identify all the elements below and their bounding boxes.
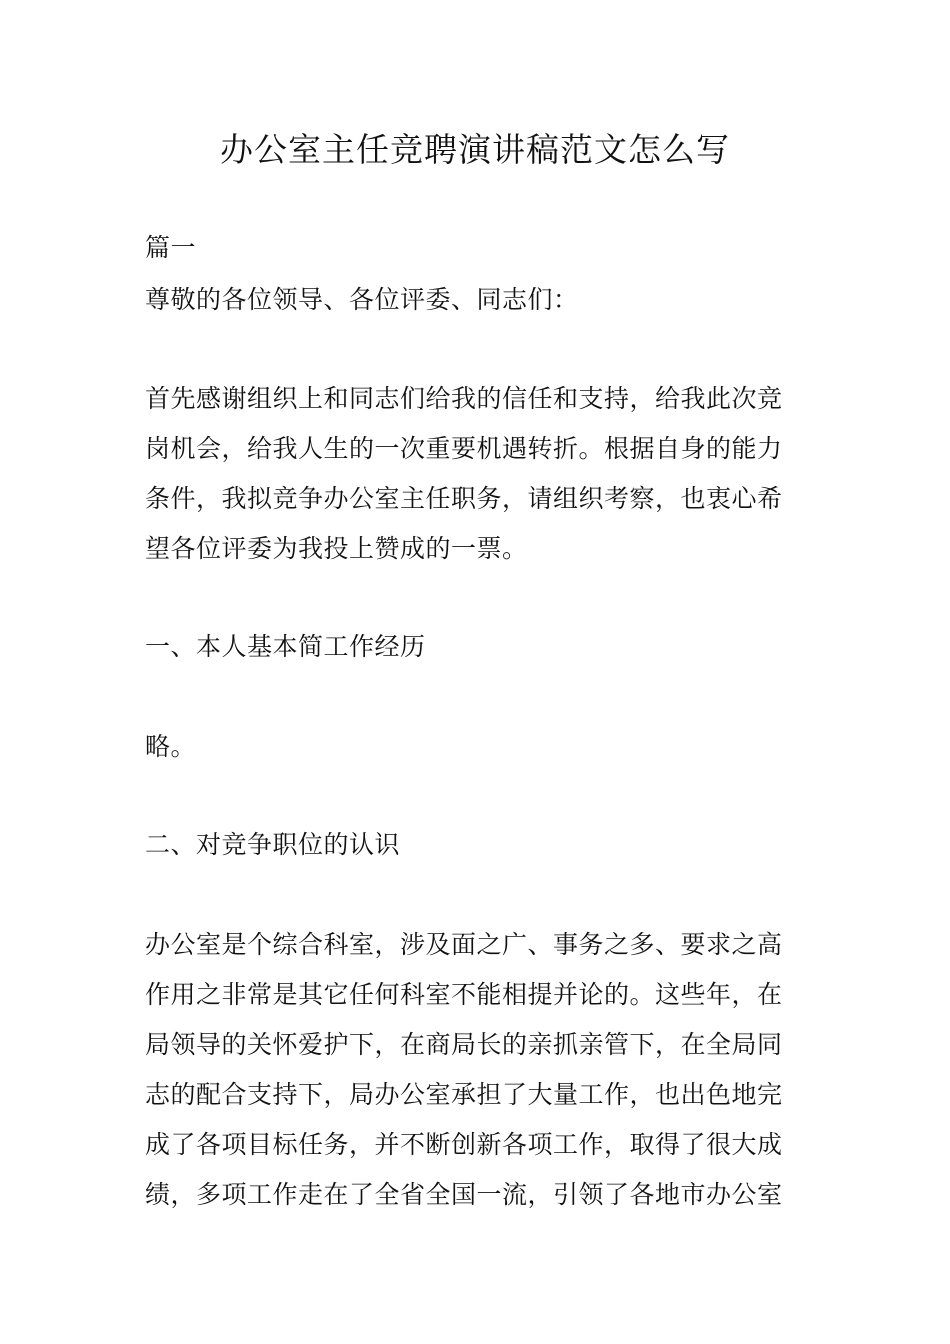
paragraph-line: 志的配合支持下，局办公室承担了大量工作，也出色地完 [145,1080,783,1109]
paragraph-line: 岗机会，给我人生的一次重要机遇转折。根据自身的能力 [145,434,783,463]
brief-text: 略。 [145,732,197,761]
paragraph-line: 作用之非常是其它任何科室不能相提并论的。这些年，在 [145,980,783,1009]
paragraph-line: 绩，多项工作走在了全省全国一流，引领了各地市办公室 [145,1180,783,1209]
salutation: 尊敬的各位领导、各位评委、同志们： [145,285,579,314]
section-heading: 二、对竞争职位的认识 [145,830,401,859]
paragraph-line: 望各位评委为我投上赞成的一票。 [145,534,528,563]
paragraph-line: 首先感谢组织上和同志们给我的信任和支持，给我此次竞 [145,384,783,413]
section-heading: 一、本人基本简工作经历 [145,632,426,661]
paragraph-line: 条件，我拟竞争办公室主任职务，请组织考察，也衷心希 [145,484,783,513]
document-title: 办公室主任竞聘演讲稿范文怎么写 [220,130,730,169]
paragraph-line: 成了各项目标任务，并不断创新各项工作，取得了很大成 [145,1130,783,1159]
section-label: 篇一 [145,233,197,262]
paragraph-line: 办公室是个综合科室，涉及面之广、事务之多、要求之高 [145,930,783,959]
paragraph-line: 局领导的关怀爱护下，在商局长的亲抓亲管下，在全局同 [145,1030,783,1059]
